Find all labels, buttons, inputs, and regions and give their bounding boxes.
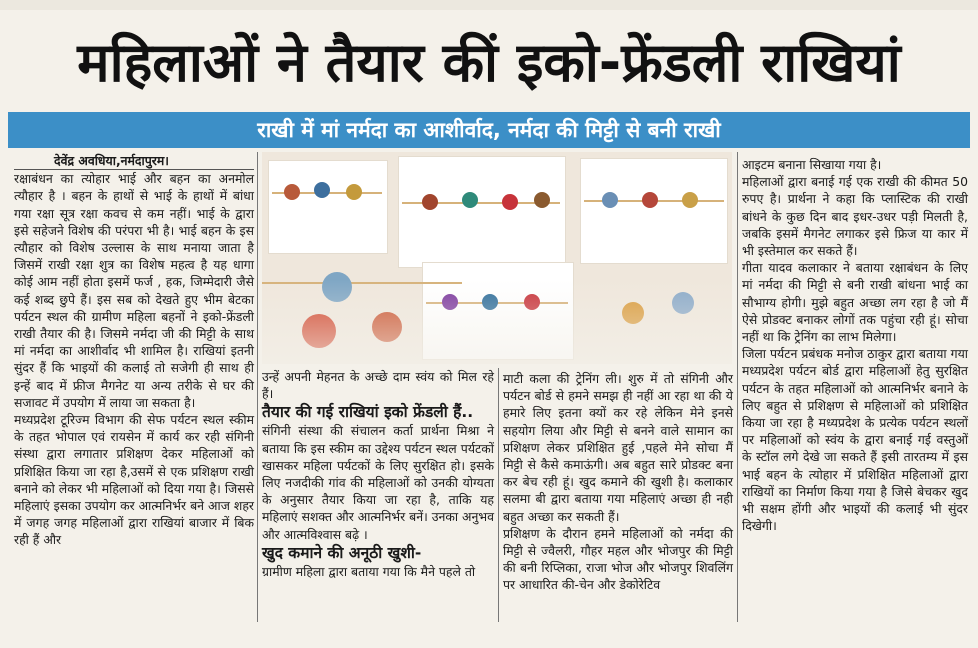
byline: देवेंद्र अवधिया,नर्मदापुरम। (14, 152, 254, 170)
rakhi-photo (262, 152, 732, 364)
column-3 (503, 370, 733, 594)
subheadline: राखी में मां नर्मदा का आशीर्वाद, नर्मदा की मिट्टी से बनी राखी (257, 118, 721, 142)
subhead-earning-joy: खुद कमाने की अनूठी खुशी- (262, 543, 422, 562)
column-2 (262, 368, 494, 580)
column-1 (14, 152, 254, 549)
top-strip (0, 0, 978, 10)
col1-paragraph-2: मध्यप्रदेश टूरिज्म विभाग की सेफ पर्यटन स्थल स्कीम के तहत भोपाल एवं रायसेन में कार्य कर रही संगिनी संस्था द्वारा लगातार प्रशिक्षण देकर महिलाओं को प्रशिक्षित किया जा रहा है,उसमें से एक प्रशिक्षण राखी बनाने को लेकर भी महिलाओं को दिया गया है। जिससे महिलाएं इसका उपयोग कर आत्मनिर्भर बने आज शहर में जगह जगह महिलाओं द्वारा राखियां बाजार में बिक रही हैं और (14, 412, 254, 548)
col3-paragraph-2: प्रशिक्षण के दौरान हमने महिलाओं को नर्मदा की मिट्टी से ज्वैलरी, गौहर महल और भोजपुर की मिट्टी की बनी रिप्लिका, राजा भोज और भोजपुर शिवलिंग पर आधारित की-चेन और डेकोरेटिव (503, 525, 733, 593)
column-divider (737, 152, 738, 622)
column-divider (257, 152, 258, 622)
photo-shade (262, 152, 732, 364)
headline: महिलाओं ने तैयार कीं इको-फ्रेंडली राखियां (77, 31, 901, 94)
column-divider (498, 368, 499, 622)
col4-paragraph-3: गीता यादव कलाकार ने बताया रक्षाबंधन के लिए मां नर्मदा की मिट्टी से बनी राखी बांधना भाई का सौभाग्य होगी। मुझे बहुत अच्छा लग रहा है जो मैं ऐसे प्रोडक्ट बनाकर लोगों तक पहुंचा रही हूं। सोचा नहीं था कि ट्रेनिंग का लाभ मिलेगा। (742, 260, 968, 345)
col2-paragraph-1: उन्हें अपनी मेहनत के अच्छे दाम स्वंय को मिल रहे हैं। (262, 369, 494, 402)
col1-paragraph-1: रक्षाबंधन का त्योहार भाई और बहन का अनमोल त्यौहार है । बहन के हाथों से भाई के हाथों में बांधा गया रक्षा सूत्र रक्षा कवच से कम नहीं। भाई के द्वारा इसे सहेजने विशेष की परंपरा भी है। भाई बहन के इस त्यौहार को विशेष उल्लास के साथ मनाया जाता है जिसमें राखी रक्षा शुत्र का विशेष महत्व है यह धागा कोई आम नहीं होता इसमें फर्ज , हक, जिम्मेदारी जैसे कई शब्द छुपे हैं। इस सब को देखते हुए भीम बेटका पर्यटन स्थल की ग्रामीण महिला बहनों ने इको-फ्रेंडली राखी तैयार की है। जिसमे नर्मदा जी की मिट्टी के साथ मां नर्मदा का आशीर्वाद भी शामिल है। राखियां इतनी सुंदर हैं कि भाइयों की कलाई तो सजेगी ही साथ ही इन्हें बाद में फ्रीज मैगनेट या अन्य तरीके से घर की सजावट में उपयोग में लाया जा सकता है। (14, 171, 254, 410)
subheadline-band (8, 112, 970, 148)
col4-paragraph-2: महिलाओं द्वारा बनाई गई एक राखी की कीमत 50 रुपए है। प्रार्थना ने कहा कि प्लास्टिक की राखी बांधने के कुछ दिन बाद इधर-उधर पड़ी मिलती है, जबकि इसमें मैगनेट लगाकर इसे फ्रिज या कार में भी इस्तेमाल कर सकते हैं। (742, 174, 968, 259)
subhead-eco-friendly: तैयार की गई राखियां इको फ्रेंडली हैं.. (262, 403, 474, 422)
col3-paragraph-1: माटी कला की ट्रेनिंग ली। शुरु में तो संगिनी और पर्यटन बोर्ड से हमने समझ ही नहीं आ रहा था की ये हमारे लिए इतना क्यों कर रहे लेकिन मेने इनसे सहयोग लिया और मिट्टी से बनने वाले सामान का प्रशिक्षण लेकर प्रशिक्षित हुई ,पहले मेने सोचा मैं मिट्टी से कैसे कमाऊंगी। अब बहुत सारे प्रोडक्ट बना कर बेच रही हूं। खुद कमाने की खुशी है। कलाकार सलमा बी द्वारा बताया गया महिलाएं अच्छा ही नही बहुत अच्छा कर सकती हैं। (503, 371, 733, 524)
col2-paragraph-3: ग्रामीण महिला द्वारा बताया गया कि मैने पहले तो (262, 563, 476, 579)
col4-paragraph-4: जिला पर्यटन प्रबंधक मनोज ठाकुर द्वारा बताया गया मध्यप्रदेश पर्यटन बोर्ड द्वारा महिलाओं हेतु सुरक्षित पर्यटन के तहत महिलाओं को आत्मनिर्भर बनाने के लिए बहुत से प्रशिक्षण से महिलाओं को प्रशिक्षित किया जा रहा है मध्यप्रदेश के प्रत्येक पर्यटन स्थलों पर महिलाओं को स्वंय के द्वारा बनाई गई वस्तुओं के स्टॉल लगे देखे जा सकते हैं इसी तारतम्य में इस भाई बहन के त्योहार में प्रशिक्षित महिलाओं द्वारा राखियों का निर्माण किया गया है जिसे बेचकर खुद भी सक्षम होंगी और भाइयों की कलाई भी सुंदर दिखेगी। (742, 346, 968, 534)
col2-paragraph-2: संगिनी संस्था की संचालन कर्ता प्रार्थना मिश्रा ने बताया कि इस स्कीम का उद्देश्य पर्यटन स्थल पर्यटकों खासकर महिला पर्यटकों के लिए सुरक्षित हो। इसके लिए नजदीकी गांव की महिलाओं को उनकी योग्यता के अनुसार तैयार किया जा रहा है, ताकि यह महिलाएं सशक्त और आत्मनिर्भर बनें। उनका अनुभव और आत्मविश्वास बढ़े । (262, 423, 494, 542)
column-4 (742, 156, 968, 534)
col4-paragraph-1: आइटम बनाना सिखाया गया है। (742, 157, 882, 172)
